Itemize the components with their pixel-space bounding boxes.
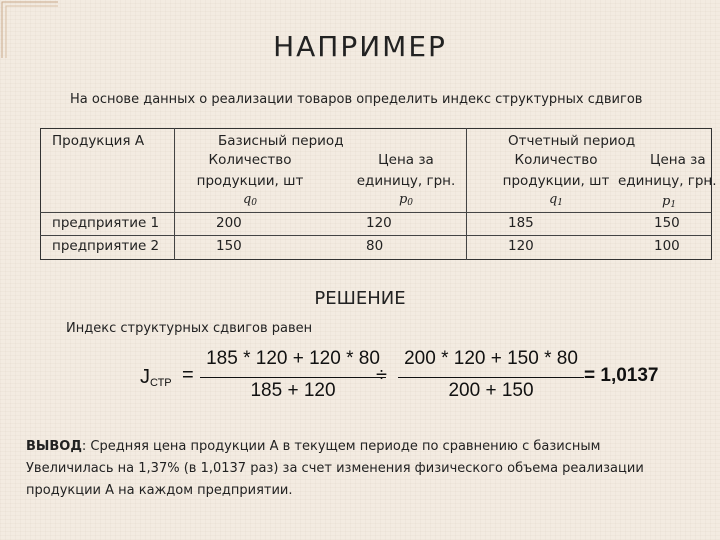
table-row-name: предприятие 2 bbox=[52, 238, 160, 254]
formula-result: = 1,0137 bbox=[584, 365, 659, 386]
table-cell-p1: 150 bbox=[654, 215, 680, 231]
header-p0-symbol: $p_0$ bbox=[398, 192, 414, 208]
header-q1-line1: Количество bbox=[514, 152, 598, 168]
header-product: Продукция А bbox=[52, 133, 145, 149]
formula-numerator-2: 200 * 120 + 150 * 80 bbox=[404, 348, 578, 369]
data-table bbox=[40, 128, 717, 260]
table-cell-q1: 185 bbox=[508, 215, 534, 231]
table-cell-p0: 80 bbox=[366, 238, 384, 254]
formula-intro: Индекс структурных сдвигов равен bbox=[66, 321, 313, 336]
table-col-divider bbox=[174, 128, 175, 260]
table-cell-p1: 100 bbox=[654, 238, 680, 254]
table-col-divider bbox=[466, 128, 467, 260]
formula-denominator-1: 185 + 120 bbox=[250, 380, 336, 401]
solution-heading: РЕШЕНИЕ bbox=[314, 288, 406, 309]
structural-shift-formula bbox=[140, 348, 700, 408]
header-base-period: Базисный период bbox=[218, 133, 344, 149]
conclusion-line-1: ВЫВОД: Средняя цена продукции А в текущем периоде по сравнению с базисным bbox=[26, 439, 601, 454]
header-q1-line2: продукции, шт bbox=[502, 173, 610, 189]
header-p0-line1: Цена за bbox=[378, 152, 434, 168]
header-report-period: Отчетный период bbox=[508, 133, 636, 149]
conclusion bbox=[26, 436, 706, 502]
table-cell-q0: 150 bbox=[216, 238, 242, 254]
header-p1-symbol: $p_1$ bbox=[662, 194, 677, 210]
table-cell-q1: 120 bbox=[508, 238, 534, 254]
page-title: НАПРИМЕР bbox=[273, 30, 447, 63]
header-q0-symbol: $q_0$ bbox=[242, 192, 258, 208]
header-q0-line1: Количество bbox=[208, 152, 292, 168]
header-q0-line2: продукции, шт bbox=[196, 173, 304, 189]
fraction-bar-2 bbox=[398, 377, 584, 378]
header-p1-line1: Цена за bbox=[650, 152, 706, 168]
header-q1-symbol: $q_1$ bbox=[548, 192, 564, 208]
fraction-bar-1 bbox=[200, 377, 386, 378]
header-p1-line2: единицу, грн. bbox=[618, 173, 717, 189]
header-p0-line2: единицу, грн. bbox=[356, 173, 456, 189]
table-row-name: предприятие 1 bbox=[52, 215, 160, 231]
formula-equals: = bbox=[182, 364, 194, 386]
conclusion-line-2: Увеличилась на 1,37% (в 1,0137 раз) за счет изменения физического объема реализации bbox=[26, 461, 644, 476]
formula-j-symbol: JСТР bbox=[140, 366, 172, 389]
task-statement: На основе данных о реализации товаров определить индекс структурных сдвигов bbox=[70, 92, 643, 107]
conclusion-line-3: продукции А на каждом предприятии. bbox=[26, 483, 293, 498]
formula-divide: ÷ bbox=[376, 364, 387, 386]
formula-denominator-2: 200 + 150 bbox=[448, 380, 534, 401]
formula-numerator-1: 185 * 120 + 120 * 80 bbox=[206, 348, 380, 369]
table-cell-p0: 120 bbox=[366, 215, 392, 231]
conclusion-label: ВЫВОД bbox=[26, 439, 82, 454]
table-cell-q0: 200 bbox=[216, 215, 242, 231]
